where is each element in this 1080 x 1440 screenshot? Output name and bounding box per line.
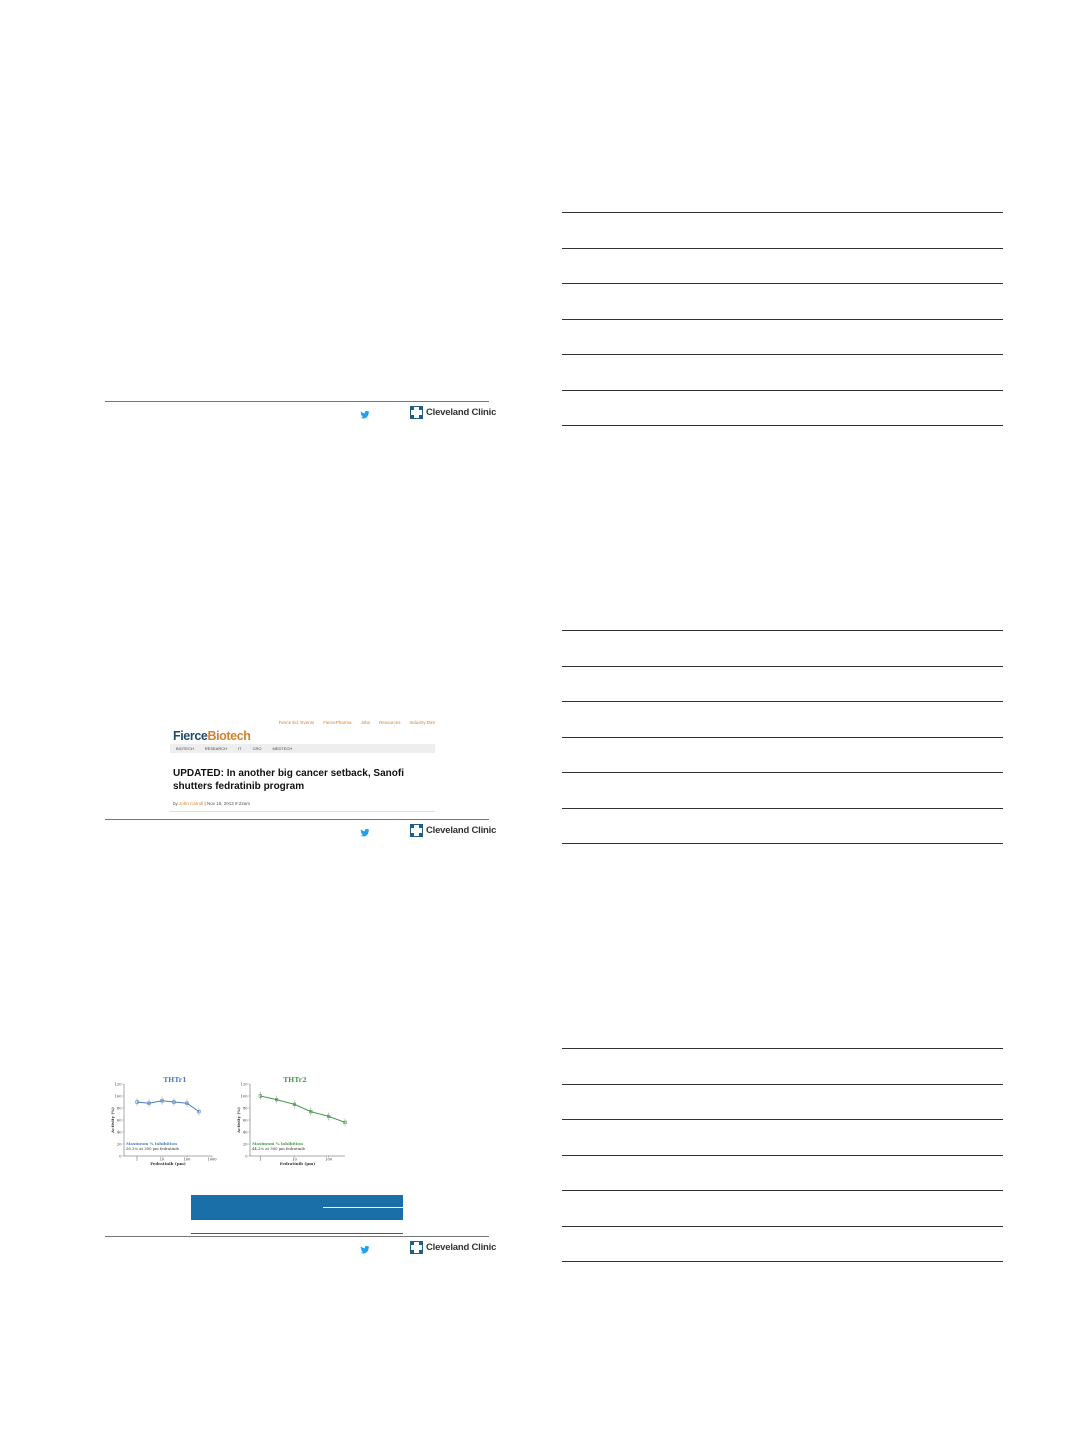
note-line [562, 701, 1003, 702]
logo-text: Cleveland Clinic [426, 1242, 497, 1253]
notes-lines-1 [562, 212, 1003, 461]
note-line [562, 1155, 1003, 1156]
x-tick-label: 1 [259, 1157, 262, 1162]
slide-3 [105, 400, 497, 1270]
notes-lines-2 [562, 630, 1003, 879]
note-line [562, 630, 1003, 631]
chart-title: THTr2 [283, 1076, 307, 1084]
note-line [562, 319, 1003, 320]
y-tick-label: 80 [116, 1106, 122, 1111]
y-tick-label: 100 [114, 1094, 122, 1099]
y-axis-label: Activity (%) [110, 1107, 115, 1133]
y-tick-label: 120 [114, 1082, 122, 1087]
top-link[interactable]: FiercePharma [323, 720, 352, 725]
note-line [562, 1261, 1003, 1262]
byline-prefix: by [173, 801, 180, 806]
note-line [562, 1190, 1003, 1191]
byline-date: | Nov 18, 2013 9:22am [203, 801, 250, 806]
slide-3-footer [105, 1242, 497, 1265]
byline-author[interactable]: John Carroll [179, 801, 204, 806]
logo-text: Cleveland Clinic [426, 825, 497, 836]
top-link[interactable]: Jobs [360, 720, 370, 725]
y-tick-label: 100 [240, 1094, 248, 1099]
chart-title: THTr1 [163, 1076, 187, 1084]
notes-lines-3 [562, 1048, 1003, 1297]
note-line [562, 390, 1003, 391]
x-axis-label: Fedratinib (μm) [279, 1161, 316, 1166]
logo-first: Fierce [173, 729, 208, 743]
y-tick-label: 40 [116, 1130, 122, 1135]
slide-1 [105, 0, 497, 425]
top-link[interactable]: Fierce Ed. Events [278, 720, 315, 725]
note-line [562, 354, 1003, 355]
note-line [562, 737, 1003, 738]
note-line [562, 772, 1003, 773]
x-tick-label: 100 [325, 1157, 333, 1162]
series-line [137, 1101, 199, 1112]
note-line [562, 1119, 1003, 1120]
y-tick-label: 0 [119, 1154, 122, 1159]
note-line [562, 843, 1003, 844]
x-tick-label: 10 [292, 1157, 297, 1162]
x-axis-label: Fedratinib (μm) [150, 1161, 186, 1166]
x-tick-label: 100 [183, 1157, 191, 1162]
series-line [260, 1096, 345, 1122]
note-line [562, 248, 1003, 249]
top-link[interactable]: Industry Dire [409, 720, 435, 725]
cleveland-clinic-logo [410, 1241, 496, 1254]
nav-item-research[interactable]: RESEARCH [204, 746, 228, 751]
note-line [562, 425, 1003, 426]
annotation-value: 26.3% at 300 μm fedratinib [126, 1146, 179, 1151]
note-line [562, 1084, 1003, 1085]
y-tick-label: 20 [116, 1142, 122, 1147]
y-tick-label: 80 [242, 1106, 248, 1111]
twitter-bird-icon [360, 1245, 370, 1255]
note-line [562, 666, 1003, 667]
thtr-inhibition-charts [105, 1076, 489, 1176]
annotation-title: Maximum % inhibition [126, 1141, 177, 1146]
article-headline: UPDATED: In another big cancer setback, Sanofi shutters fedratinib program [173, 768, 404, 792]
annotation-value: 44.2% at 300 μm fedratinib [252, 1146, 305, 1151]
y-tick-label: 20 [242, 1142, 248, 1147]
x-tick-label: 1000 [207, 1157, 217, 1162]
y-tick-label: 120 [240, 1082, 248, 1087]
annotation-title: Maximum % inhibition [252, 1141, 303, 1146]
note-line [562, 283, 1003, 284]
nav-item-it[interactable]: IT [238, 746, 242, 751]
cleveland-clinic-cross-icon [410, 1241, 423, 1254]
y-axis-label: Activity (%) [236, 1107, 241, 1133]
y-tick-label: 0 [245, 1154, 248, 1159]
y-tick-label: 60 [116, 1118, 122, 1123]
nav-item-medtech[interactable]: MEDTECH [272, 746, 293, 751]
note-line [562, 212, 1003, 213]
nav-item-cro[interactable]: CRO [252, 746, 262, 751]
note-line [562, 808, 1003, 809]
logo-text: Cleveland Clinic [426, 407, 497, 418]
y-tick-label: 60 [242, 1118, 248, 1123]
slide-3-footer-rule [105, 1236, 489, 1237]
top-link[interactable]: Resources [378, 720, 401, 725]
x-tick-label: 10 [159, 1157, 165, 1162]
logo-second: Biotech [207, 729, 251, 743]
note-line [562, 1048, 1003, 1049]
y-tick-label: 40 [242, 1130, 248, 1135]
x-tick-label: 1 [135, 1157, 139, 1162]
table-bottom-rule [191, 1233, 403, 1234]
note-line [562, 1226, 1003, 1227]
nav-item-biotech[interactable]: BIOTECH [176, 746, 194, 751]
table-header-rule [323, 1207, 403, 1208]
